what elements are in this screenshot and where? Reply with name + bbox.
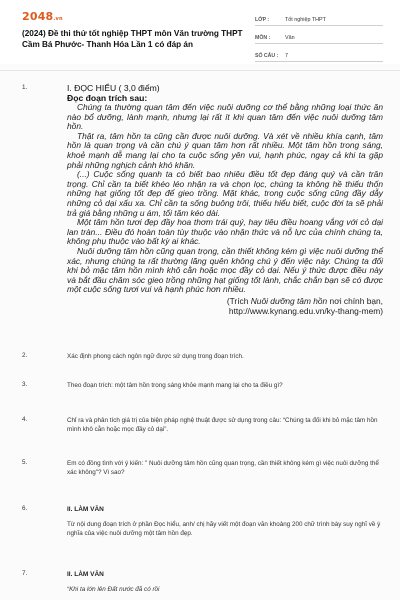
source-suffix: nơi chính bạn, (327, 295, 383, 306)
meta-row-class (255, 12, 383, 26)
source-title: Nuôi dưỡng tâm hồn (250, 295, 328, 306)
meta-value: Văn (285, 35, 295, 41)
meta-value: Tốt nghiệp THPT (285, 17, 326, 23)
meta-row-subject (255, 30, 383, 44)
passage-paragraph: Nuôi dưỡng tâm hồn cũng quan trọng, cần thiết không kém gì việc nuôi dưỡng thể xác, nhưng chúng ta rất thường lãng quên không chú ý đến việc này. Chúng ta đối khi bỏ mặc tâm hồn mình khô cằn hoặc mọc đầy cỏ dại. Nếu ý thức được điều này và bắt đầu chăm sóc gieo trồng những hạt giống tốt lành, chắc chắn bạn sẽ có được một cuộc sống tươi vui và hạnh phúc hơn nhiều. (67, 245, 383, 295)
source-url: http://www.kynang.edu.vn/ky-thang-mem) (228, 305, 383, 316)
question-number: 7. (22, 570, 28, 577)
question-body (67, 570, 382, 594)
passage-paragraph: (...) Cuộc sống quanh ta có biết bao nhiêu điều tốt đẹp đáng quý và cần trân trọng. Chỉ cần ta biết khéo léo nhận ra và chọn lọc, chúng ta không hề thiếu thốn những hạt giống tốt đẹp để gieo trồng. Mặt khác, trong cuộc sống cũng đầy dẫy những cỏ dại xấu xa. Chỉ cần ta sống buông trôi, thiếu hiểu biết, cuộc đời ta sẽ phải trả giá bằng những u ám, tối tăm kéo dài. (67, 169, 383, 218)
meta-row-count (255, 48, 383, 62)
reading-passage (67, 83, 383, 316)
question-number: 2. (22, 352, 28, 359)
section-subheading: Đọc đoạn trích sau: (67, 93, 148, 103)
passage-source (67, 296, 383, 316)
meta-key: SỐ CÂU : (255, 53, 279, 59)
meta-key: LỚP : (255, 17, 270, 23)
question-text: “Khi ta lớn lên Đất nước đã có rồi (67, 586, 160, 593)
question-number: 6. (22, 505, 28, 512)
source-prefix: (Trích (226, 295, 251, 306)
question-text: Chỉ ra và phân tích giá trị của biện pháp nghệ thuật được sử dụng trong câu: “Chúng ta đối khi bỏ mặc tâm hồn mình khô cằn hoặc mọc đầy cỏ dại”. (67, 417, 378, 433)
section-title: II. LÀM VĂN (67, 506, 104, 513)
exam-meta (255, 12, 383, 66)
question-text: Theo đoạn trích: một tâm hồn trong sáng khỏe mạnh mang lại cho ta điều gì? (67, 382, 283, 389)
passage-paragraph: Thật ra, tâm hồn ta cũng cần được nuôi dưỡng. Và xét về nhiều khía cạnh, tâm hồn là quan trọng và cần chú ý quan tâm hơn rất nhiều. Một tâm hồn trong sáng, khoẻ mạnh dễ mang lại cho ta cuộc sống yên vui, hạnh phúc, ngay cả khi ta gặp phải những nghịch cảnh khó khăn. (67, 130, 383, 170)
logo-suffix: .vn (53, 16, 63, 22)
page-title: (2024) Đề thi thử tốt nghiệp THPT môn Văn trường THPT Cầm Bá Phước- Thanh Hóa Lần 1 có đáp án (22, 29, 243, 49)
question-body (67, 505, 382, 538)
header (0, 0, 400, 64)
question-text: Từ nội dung đoạn trích ở phần Đọc hiểu, anh/ chị hãy viết một đoạn văn khoảng 200 chữ trình bày suy nghĩ về ý nghĩa của việc nuôi dưỡng một tâm hồn đẹp. (67, 521, 381, 537)
question-number: 5. (22, 459, 28, 466)
meta-key: MÔN : (255, 35, 271, 41)
passage-paragraph: Một tâm hồn tươi đẹp đầy hoa thơm trái quý, hay tiêu điều hoang vắng với cỏ dại lan tràn... Điều đó hoàn toàn tùy thuộc vào nhận thức và nỗ lực của chính chúng ta, không phụ thuộc vào bất kỳ ai khác. (67, 217, 383, 247)
logo-main: 2048 (22, 10, 54, 23)
question-number: 4. (22, 416, 28, 423)
passage-paragraph: Chúng ta thường quan tâm đến việc nuôi dưỡng cơ thể bằng những loại thức ăn nào bổ dưỡng, lành mạnh, nhưng lại rất ít khi quan tâm đến việc nuôi dưỡng tâm hồn. (67, 102, 383, 132)
question-text: Em có đồng tình với ý kiến: " Nuôi dưỡng tâm hồn cũng quan trọng, cần thiết không kém gì việc nuôi dưỡng thể xác không"? Vì sao? (67, 460, 379, 476)
question-text: Xác định phong cách ngôn ngữ được sử dụng trong đoạn trích. (67, 353, 244, 360)
meta-value: 7 (285, 53, 288, 59)
question-number: 1. (22, 84, 28, 91)
question-number: 3. (22, 381, 28, 388)
section-title: II. LÀM VĂN (67, 571, 104, 578)
section-heading: I. ĐỌC HIỂU ( 3,0 điểm) (67, 83, 160, 93)
divider (0, 70, 400, 71)
site-logo[interactable] (22, 10, 63, 23)
